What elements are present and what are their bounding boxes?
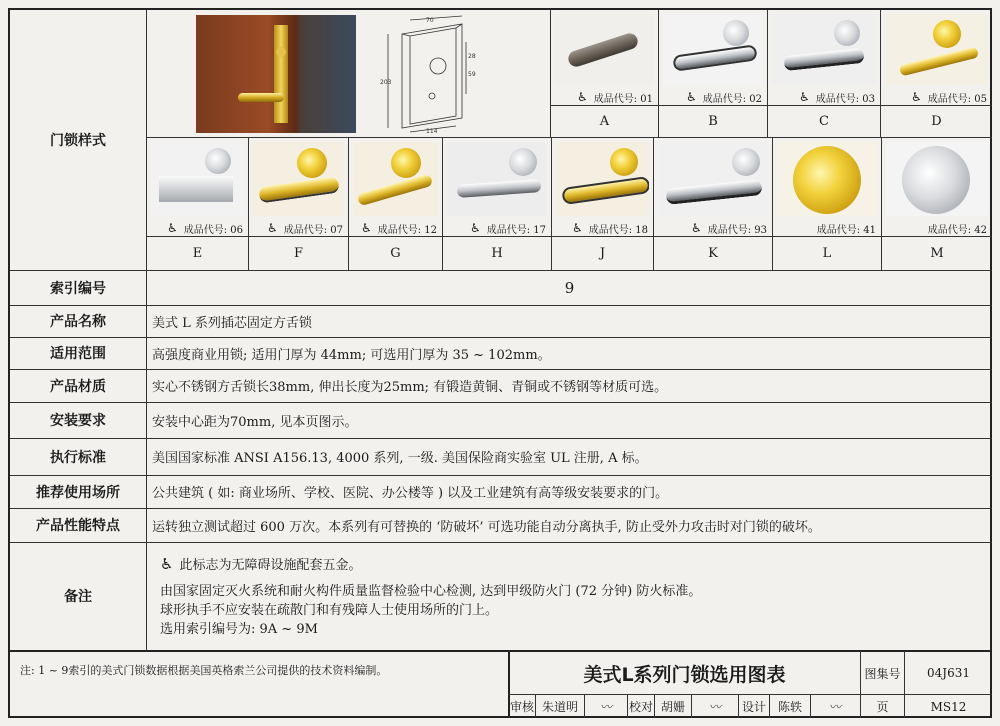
index-value: 9 [564,278,575,297]
titleblock-divider [627,695,628,718]
knob-photo-L [777,142,877,216]
remark-line-2: 由国家固定灭火系统和耐火构件质量监督检验中心检测, 达到甲级防火门 (72 分钟) 防火标准。 [160,584,702,599]
wheelchair-icon: ♿ [798,90,810,104]
reviewer-signature: 〰 [599,700,612,714]
label-style: 门锁样式 [50,133,106,149]
label-name: 产品名称 [50,314,106,330]
lever-body [566,31,639,68]
feature-value: 运转独立测试超过 600 万次。本系列有可替换的 ‘防破坏’ 可选功能自动分离执手, 防止受外力攻击时对门锁的破坏。 [152,519,821,535]
lever-body [899,46,979,76]
remark-accessible [160,554,361,573]
lever-rose [723,20,749,46]
product-cell-C [768,10,880,105]
lever-photo-E [151,142,244,216]
range-value: 高强度商业用锁; 适用门厚为 44mm; 可选用门厚为 35 ~ 102mm。 [152,347,551,363]
titleblock-divider [584,695,585,718]
review-label: 审核 [509,700,534,714]
product-name-value: 美式 L 系列插芯固定方舌锁 [152,315,312,331]
label-column-divider [146,10,147,650]
product-code: 成品代号: 18 [588,224,648,236]
lever-body [672,44,757,72]
product-letter-B: B [708,114,718,129]
wheelchair-icon: ♿ [576,90,588,104]
checker-name: 胡姗 [660,700,685,714]
titleblock-divider [654,695,655,718]
dim-70: 70 [426,17,434,24]
wheelchair-icon: ♿ [690,221,702,235]
dim-59: 59 [468,71,476,78]
remark-line-3: 球形执手不应安装在疏散门和有残障人士使用场所的门上。 [160,603,499,618]
atlas-number: 04J631 [927,666,970,680]
footer-note: 注: 1 ~ 9索引的美式门锁数据根据美国英格索兰公司提供的技术资料编制。 [20,663,388,677]
product-letter-D: D [931,114,942,129]
remark-line-4: 选用索引编号为: 9A ~ 9M [160,622,318,637]
lever-body [457,179,542,198]
titleblock-divider [769,695,770,718]
lever-body [783,48,864,71]
page-number: MS12 [930,699,967,714]
door-lock-photo [196,15,356,133]
install-value: 安装中心距为70mm, 见本页图示。 [152,414,358,430]
wheelchair-icon: ♿ [360,221,372,235]
lever-rose [391,148,421,178]
lever-photo-B [663,14,763,85]
dim-28: 28 [468,53,476,60]
row-line [10,542,992,543]
lever-body [258,177,339,204]
label-range: 适用范围 [50,346,106,362]
lever-body [665,179,762,205]
lever-rose [732,148,760,176]
check-label: 校对 [628,700,653,714]
product-letter-L: L [822,246,832,261]
product-code: 成品代号: 03 [815,93,875,105]
product-code: 成品代号: 93 [707,224,767,236]
label-material: 产品材质 [50,378,106,395]
lever-photo-J [556,142,649,216]
dim-203: 203 [380,79,392,86]
lever-photo-K [658,142,768,216]
product-letter-G: G [390,246,401,261]
label-usage: 推荐使用场所 [36,484,120,501]
product-cell-H [443,138,551,236]
product-code: 成品代号: 07 [283,224,343,236]
wheelchair-icon: ♿ [160,555,174,573]
lever-photo-F [253,142,344,216]
label-remarks: 备注 [64,589,92,605]
remark-line-1: 此标志为无障碍设施配套五金。 [179,558,362,573]
product-cell-G [349,138,442,236]
product-code: 成品代号: 02 [702,93,762,105]
product-cell-F [249,138,348,236]
titleblock-divider [535,695,536,718]
lock-dimension-drawing [380,14,482,134]
product-cell-E [147,138,248,236]
design-label: 设计 [741,700,766,714]
product-code: 成品代号: 06 [183,224,243,236]
product-code: 成品代号: 01 [593,93,653,105]
product-letter-J: J [599,246,606,261]
lever-rose [205,148,231,174]
lever-photo-C [772,14,876,85]
material-value: 实心不锈钢方舌锁长38mm, 伸出长度为25mm; 有锻造黄铜、青铜或不锈钢等材质可选。 [152,380,668,395]
page-label: 页 [876,700,889,714]
lever-body [561,176,649,205]
standard-value: 美国国家标准 ANSI A156.13, 4000 系列, 一级. 美国保险商实验室 UL 注册, A 标。 [152,451,648,466]
product-cell-K [654,138,772,236]
product-cell-L [773,138,881,236]
product-code: 成品代号: 17 [486,224,546,236]
titleblock-divider [691,695,692,718]
label-install: 安装要求 [50,413,106,429]
titleblock-divider [738,695,739,718]
product-code: 成品代号: 42 [927,224,987,236]
dim-114: 114 [426,128,438,134]
product-code: 成品代号: 12 [377,224,437,236]
lock-plate [274,25,288,123]
knob-photo-M [886,142,988,216]
lever-handle [238,93,284,102]
lever-body [159,176,233,202]
product-code: 成品代号: 41 [816,224,876,236]
lever-photo-A [555,14,654,85]
drawing-title: 美式L系列门锁选用图表 [583,663,786,686]
wheelchair-icon: ♿ [685,90,697,104]
cylinder [276,47,286,57]
product-letter-M: M [930,246,944,261]
product-cell-A [551,10,658,105]
titleblock-divider [810,695,811,718]
lever-photo-G [353,142,438,216]
lever-rose [509,148,537,176]
product-letter-H: H [491,246,503,261]
product-letter-C: C [819,114,829,129]
product-cell-D [881,10,992,105]
product-cell-B [659,10,767,105]
wheelchair-icon: ♿ [910,90,922,104]
label-standard: 执行标准 [50,449,106,466]
usage-value: 公共建筑 ( 如: 商业场所、学校、医院、办公楼等 ) 以及工业建筑有高等级安装要求的门。 [152,486,669,501]
atlas-label: 图集号 [864,666,901,681]
designer-signature: 〰 [828,700,841,714]
lever-rose [834,20,860,46]
lever-rose [933,20,961,48]
designer-name: 陈轶 [777,700,802,714]
lever-photo-H [447,142,547,216]
product-letter-A: A [599,114,610,129]
lever-rose [610,148,638,176]
product-letter-F: F [293,246,304,261]
checker-signature: 〰 [708,700,721,714]
wheelchair-icon: ♿ [571,221,583,235]
label-feature: 产品性能特点 [36,518,120,534]
product-letter-E: E [192,246,203,261]
document-sheet [8,8,992,718]
lever-rose [297,148,327,178]
wheelchair-icon: ♿ [266,221,278,235]
wheelchair-icon: ♿ [166,221,178,235]
reviewer-name: 朱道明 [541,700,578,714]
lever-body [357,174,433,206]
product-cell-M [882,138,992,236]
product-cell-J [552,138,653,236]
wheelchair-icon: ♿ [469,221,481,235]
knob [793,146,861,214]
label-index: 索引编号 [50,280,106,297]
product-letter-K: K [708,246,718,261]
lever-photo-D [885,14,988,85]
knob [902,146,970,214]
product-code: 成品代号: 05 [927,93,987,105]
